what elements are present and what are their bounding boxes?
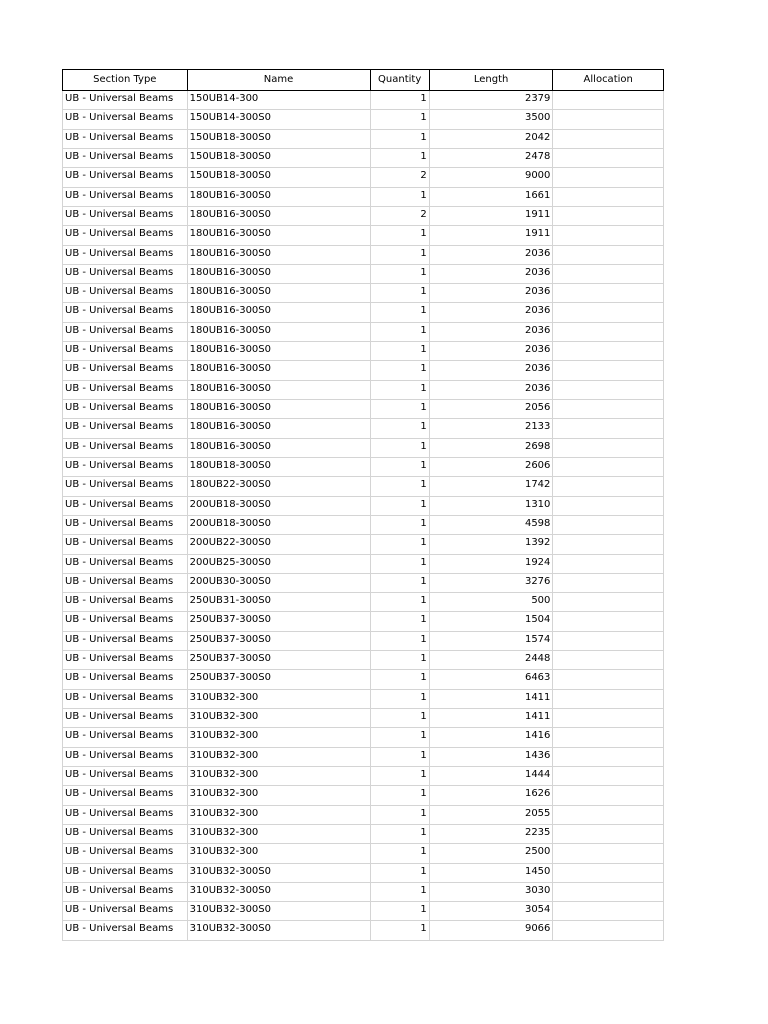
section-type-cell: UB - Universal Beams [63,148,188,167]
allocation-cell [553,303,664,322]
quantity-cell: 1 [370,129,429,148]
header-row [63,70,664,91]
name-cell: 180UB16-300S0 [187,400,370,419]
length-cell: 2042 [429,129,553,148]
allocation-cell [553,612,664,631]
name-cell: 180UB16-300S0 [187,322,370,341]
length-cell: 2036 [429,284,553,303]
allocation-cell [553,554,664,573]
allocation-cell [553,631,664,650]
section-type-cell: UB - Universal Beams [63,728,188,747]
header-section-type: Section Type [63,70,188,91]
quantity-cell: 1 [370,670,429,689]
section-type-cell: UB - Universal Beams [63,91,188,110]
quantity-cell: 1 [370,419,429,438]
name-cell: 150UB14-300S0 [187,110,370,129]
table-row [63,303,664,322]
quantity-cell: 1 [370,187,429,206]
name-cell: 310UB32-300S0 [187,902,370,921]
name-cell: 180UB16-300S0 [187,342,370,361]
length-cell: 1444 [429,766,553,785]
table-row [63,91,664,110]
quantity-cell: 1 [370,612,429,631]
table-row [63,245,664,264]
section-type-cell: UB - Universal Beams [63,593,188,612]
section-type-cell: UB - Universal Beams [63,515,188,534]
quantity-cell: 1 [370,303,429,322]
table-row [63,322,664,341]
length-cell: 9066 [429,921,553,940]
length-cell: 2698 [429,438,553,457]
length-cell: 2055 [429,805,553,824]
name-cell: 180UB16-300S0 [187,187,370,206]
length-cell: 1450 [429,863,553,882]
section-type-cell: UB - Universal Beams [63,322,188,341]
table-row [63,438,664,457]
length-cell: 3054 [429,902,553,921]
section-type-cell: UB - Universal Beams [63,651,188,670]
name-cell: 180UB16-300S0 [187,303,370,322]
allocation-cell [553,882,664,901]
quantity-cell: 1 [370,342,429,361]
length-cell: 4598 [429,515,553,534]
length-cell: 2606 [429,457,553,476]
quantity-cell: 1 [370,245,429,264]
name-cell: 250UB37-300S0 [187,651,370,670]
length-cell: 2448 [429,651,553,670]
length-cell: 2235 [429,824,553,843]
allocation-cell [553,457,664,476]
table-row [63,264,664,283]
name-cell: 250UB37-300S0 [187,670,370,689]
section-type-cell: UB - Universal Beams [63,709,188,728]
length-cell: 2036 [429,264,553,283]
quantity-cell: 1 [370,651,429,670]
allocation-cell [553,148,664,167]
section-type-cell: UB - Universal Beams [63,303,188,322]
quantity-cell: 1 [370,921,429,940]
name-cell: 200UB30-300S0 [187,573,370,592]
length-cell: 3030 [429,882,553,901]
allocation-cell [553,921,664,940]
table-row [63,670,664,689]
allocation-cell [553,322,664,341]
section-type-cell: UB - Universal Beams [63,766,188,785]
name-cell: 310UB32-300 [187,805,370,824]
quantity-cell: 1 [370,438,429,457]
allocation-cell [553,496,664,515]
section-type-cell: UB - Universal Beams [63,226,188,245]
table-row [63,728,664,747]
name-cell: 310UB32-300S0 [187,863,370,882]
allocation-cell [553,844,664,863]
allocation-cell [553,824,664,843]
quantity-cell: 1 [370,535,429,554]
section-type-cell: UB - Universal Beams [63,612,188,631]
allocation-cell [553,400,664,419]
quantity-cell: 1 [370,824,429,843]
quantity-cell: 2 [370,206,429,225]
allocation-cell [553,902,664,921]
quantity-cell: 1 [370,844,429,863]
name-cell: 180UB16-300S0 [187,226,370,245]
table-row [63,863,664,882]
allocation-cell [553,187,664,206]
table-row [63,168,664,187]
name-cell: 310UB32-300 [187,824,370,843]
section-type-cell: UB - Universal Beams [63,206,188,225]
length-cell: 2036 [429,245,553,264]
quantity-cell: 1 [370,573,429,592]
name-cell: 180UB16-300S0 [187,380,370,399]
name-cell: 310UB32-300S0 [187,921,370,940]
length-cell: 2036 [429,322,553,341]
quantity-cell: 1 [370,477,429,496]
allocation-cell [553,284,664,303]
table-header [63,70,664,91]
allocation-cell [553,129,664,148]
section-type-cell: UB - Universal Beams [63,129,188,148]
quantity-cell: 1 [370,400,429,419]
length-cell: 1504 [429,612,553,631]
length-cell: 2478 [429,148,553,167]
allocation-cell [553,670,664,689]
quantity-cell: 1 [370,689,429,708]
table-row [63,477,664,496]
name-cell: 310UB32-300 [187,766,370,785]
section-type-cell: UB - Universal Beams [63,187,188,206]
quantity-cell: 1 [370,709,429,728]
table-row [63,110,664,129]
table-row [63,766,664,785]
quantity-cell: 1 [370,110,429,129]
table-row [63,361,664,380]
quantity-cell: 1 [370,457,429,476]
allocation-cell [553,747,664,766]
quantity-cell: 1 [370,631,429,650]
quantity-cell: 1 [370,786,429,805]
quantity-cell: 1 [370,226,429,245]
name-cell: 180UB16-300S0 [187,438,370,457]
allocation-cell [553,206,664,225]
table-body [63,91,664,941]
name-cell: 250UB37-300S0 [187,631,370,650]
section-type-cell: UB - Universal Beams [63,882,188,901]
section-type-cell: UB - Universal Beams [63,457,188,476]
beam-schedule-table [62,69,664,941]
allocation-cell [553,91,664,110]
name-cell: 180UB18-300S0 [187,457,370,476]
allocation-cell [553,535,664,554]
section-type-cell: UB - Universal Beams [63,747,188,766]
length-cell: 2133 [429,419,553,438]
name-cell: 150UB14-300 [187,91,370,110]
allocation-cell [553,438,664,457]
quantity-cell: 1 [370,148,429,167]
length-cell: 2036 [429,342,553,361]
section-type-cell: UB - Universal Beams [63,419,188,438]
quantity-cell: 1 [370,91,429,110]
quantity-cell: 1 [370,728,429,747]
allocation-cell [553,863,664,882]
quantity-cell: 1 [370,264,429,283]
quantity-cell: 1 [370,380,429,399]
name-cell: 180UB16-300S0 [187,264,370,283]
quantity-cell: 1 [370,902,429,921]
length-cell: 3276 [429,573,553,592]
length-cell: 1574 [429,631,553,650]
allocation-cell [553,110,664,129]
name-cell: 200UB18-300S0 [187,496,370,515]
table-row [63,284,664,303]
length-cell: 2500 [429,844,553,863]
table-row [63,342,664,361]
length-cell: 2379 [429,91,553,110]
allocation-cell [553,264,664,283]
name-cell: 310UB32-300 [187,709,370,728]
section-type-cell: UB - Universal Beams [63,245,188,264]
allocation-cell [553,477,664,496]
section-type-cell: UB - Universal Beams [63,786,188,805]
length-cell: 1416 [429,728,553,747]
allocation-cell [553,419,664,438]
table-row [63,786,664,805]
table-row [63,921,664,940]
table-row [63,148,664,167]
quantity-cell: 1 [370,361,429,380]
allocation-cell [553,361,664,380]
section-type-cell: UB - Universal Beams [63,438,188,457]
length-cell: 2056 [429,400,553,419]
section-type-cell: UB - Universal Beams [63,477,188,496]
name-cell: 150UB18-300S0 [187,168,370,187]
length-cell: 9000 [429,168,553,187]
section-type-cell: UB - Universal Beams [63,824,188,843]
length-cell: 1911 [429,226,553,245]
allocation-cell [553,651,664,670]
length-cell: 1661 [429,187,553,206]
name-cell: 250UB37-300S0 [187,612,370,631]
quantity-cell: 1 [370,554,429,573]
quantity-cell: 1 [370,805,429,824]
section-type-cell: UB - Universal Beams [63,168,188,187]
name-cell: 150UB18-300S0 [187,148,370,167]
table-row [63,631,664,650]
allocation-cell [553,709,664,728]
table-row [63,593,664,612]
quantity-cell: 1 [370,863,429,882]
length-cell: 1411 [429,709,553,728]
section-type-cell: UB - Universal Beams [63,902,188,921]
section-type-cell: UB - Universal Beams [63,670,188,689]
allocation-cell [553,168,664,187]
name-cell: 180UB16-300S0 [187,284,370,303]
allocation-cell [553,805,664,824]
table-row [63,515,664,534]
table-row [63,496,664,515]
section-type-cell: UB - Universal Beams [63,921,188,940]
allocation-cell [553,245,664,264]
quantity-cell: 2 [370,168,429,187]
name-cell: 180UB16-300S0 [187,206,370,225]
name-cell: 310UB32-300 [187,844,370,863]
name-cell: 310UB32-300 [187,728,370,747]
section-type-cell: UB - Universal Beams [63,361,188,380]
section-type-cell: UB - Universal Beams [63,573,188,592]
header-quantity: Quantity [370,70,429,91]
length-cell: 2036 [429,380,553,399]
table-row [63,535,664,554]
table-row [63,206,664,225]
section-type-cell: UB - Universal Beams [63,631,188,650]
section-type-cell: UB - Universal Beams [63,284,188,303]
allocation-cell [553,728,664,747]
length-cell: 1626 [429,786,553,805]
name-cell: 180UB16-300S0 [187,361,370,380]
length-cell: 1436 [429,747,553,766]
table-row [63,747,664,766]
length-cell: 1924 [429,554,553,573]
table-row [63,902,664,921]
length-cell: 2036 [429,361,553,380]
name-cell: 180UB22-300S0 [187,477,370,496]
section-type-cell: UB - Universal Beams [63,342,188,361]
name-cell: 310UB32-300 [187,786,370,805]
allocation-cell [553,786,664,805]
allocation-cell [553,766,664,785]
name-cell: 250UB31-300S0 [187,593,370,612]
length-cell: 1742 [429,477,553,496]
name-cell: 310UB32-300S0 [187,882,370,901]
table-row [63,844,664,863]
table-row [63,129,664,148]
table-row [63,612,664,631]
section-type-cell: UB - Universal Beams [63,264,188,283]
quantity-cell: 1 [370,766,429,785]
section-type-cell: UB - Universal Beams [63,554,188,573]
quantity-cell: 1 [370,284,429,303]
table-row [63,457,664,476]
section-type-cell: UB - Universal Beams [63,496,188,515]
allocation-cell [553,226,664,245]
allocation-cell [553,593,664,612]
table-row [63,882,664,901]
name-cell: 150UB18-300S0 [187,129,370,148]
header-name: Name [187,70,370,91]
length-cell: 2036 [429,303,553,322]
length-cell: 500 [429,593,553,612]
table-row [63,805,664,824]
section-type-cell: UB - Universal Beams [63,844,188,863]
header-allocation: Allocation [553,70,664,91]
allocation-cell [553,515,664,534]
header-length: Length [429,70,553,91]
section-type-cell: UB - Universal Beams [63,110,188,129]
table-row [63,226,664,245]
name-cell: 180UB16-300S0 [187,419,370,438]
allocation-cell [553,689,664,708]
allocation-cell [553,342,664,361]
section-type-cell: UB - Universal Beams [63,380,188,399]
quantity-cell: 1 [370,593,429,612]
name-cell: 200UB22-300S0 [187,535,370,554]
allocation-cell [553,573,664,592]
table-row [63,651,664,670]
quantity-cell: 1 [370,515,429,534]
section-type-cell: UB - Universal Beams [63,863,188,882]
quantity-cell: 1 [370,747,429,766]
length-cell: 3500 [429,110,553,129]
table-row [63,573,664,592]
table-row [63,400,664,419]
length-cell: 1310 [429,496,553,515]
section-type-cell: UB - Universal Beams [63,689,188,708]
length-cell: 6463 [429,670,553,689]
table-row [63,689,664,708]
table-row [63,419,664,438]
section-type-cell: UB - Universal Beams [63,805,188,824]
length-cell: 1411 [429,689,553,708]
table-row [63,380,664,399]
table-row [63,554,664,573]
section-type-cell: UB - Universal Beams [63,400,188,419]
name-cell: 310UB32-300 [187,747,370,766]
table-row [63,187,664,206]
name-cell: 180UB16-300S0 [187,245,370,264]
name-cell: 310UB32-300 [187,689,370,708]
table-row [63,824,664,843]
quantity-cell: 1 [370,496,429,515]
allocation-cell [553,380,664,399]
length-cell: 1911 [429,206,553,225]
quantity-cell: 1 [370,882,429,901]
table-row [63,709,664,728]
name-cell: 200UB25-300S0 [187,554,370,573]
name-cell: 200UB18-300S0 [187,515,370,534]
section-type-cell: UB - Universal Beams [63,535,188,554]
quantity-cell: 1 [370,322,429,341]
length-cell: 1392 [429,535,553,554]
